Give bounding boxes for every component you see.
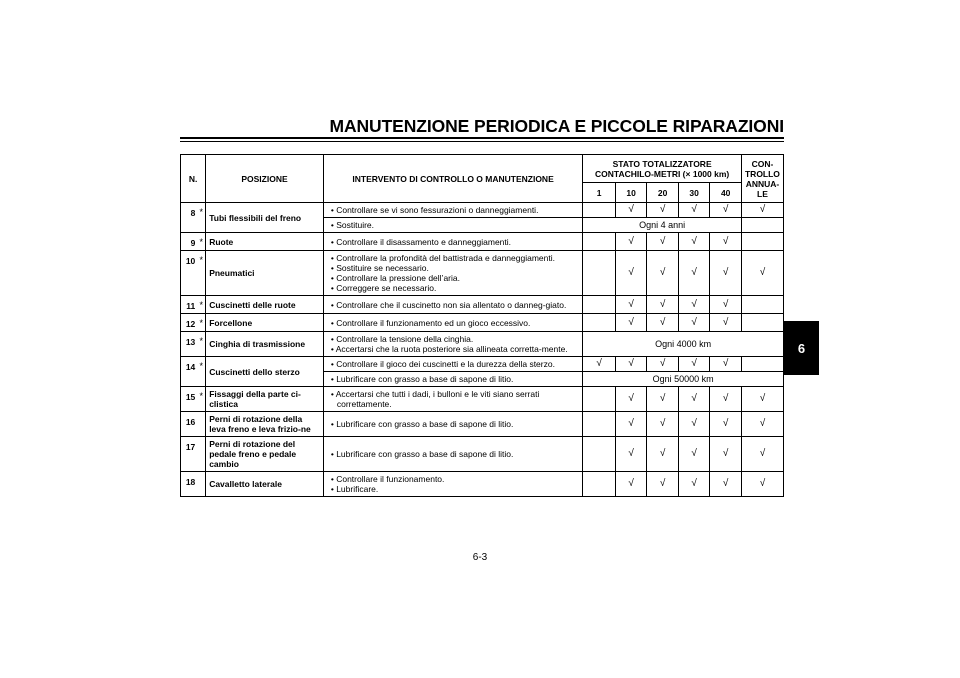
table-row — [181, 387, 784, 412]
bullet-icon: • — [330, 359, 334, 369]
item-number: 10 — [181, 251, 198, 296]
item-star — [197, 437, 205, 472]
check-cell — [678, 357, 710, 372]
bullet-icon: • — [330, 205, 334, 215]
check-cell — [647, 412, 679, 437]
item-position: Cinghia di trasmissione — [206, 332, 324, 357]
check-cell — [647, 233, 679, 251]
check-mark-icon: √ — [722, 393, 729, 404]
item-number: 18 — [181, 472, 198, 497]
action-item — [328, 344, 579, 354]
check-mark-icon: √ — [691, 204, 697, 215]
check-cell — [647, 203, 679, 218]
check-cell — [741, 387, 783, 412]
check-cell — [647, 387, 679, 412]
item-position: Cavalletto laterale — [206, 472, 324, 497]
check-mark-icon: √ — [722, 298, 729, 310]
check-mark-icon: √ — [759, 418, 766, 429]
check-mark-icon: √ — [659, 298, 666, 310]
check-cell — [583, 251, 616, 296]
action-text: Controllare la profondità del battistrada e danneggiamenti. — [336, 253, 555, 263]
table-row — [181, 203, 784, 218]
item-star — [197, 472, 205, 497]
check-mark-icon: √ — [659, 418, 666, 429]
check-mark-icon: √ — [722, 316, 729, 328]
header-km: 10 — [615, 183, 647, 203]
page-number: 6-3 — [472, 552, 488, 563]
item-star: * — [197, 251, 205, 296]
bullet-icon: • — [330, 273, 334, 283]
check-cell — [615, 387, 647, 412]
action-text: Lubrificare con grasso a base di sapone di litio. — [336, 374, 514, 384]
check-cell — [583, 296, 616, 314]
bullet-icon: • — [330, 299, 334, 310]
check-cell — [710, 357, 742, 372]
header-km: 1 — [583, 183, 616, 203]
action-item — [328, 273, 579, 283]
check-cell — [741, 218, 783, 233]
check-mark-icon: √ — [722, 448, 729, 459]
item-star: * — [197, 296, 205, 314]
table-row — [181, 412, 784, 437]
check-cell — [647, 472, 679, 497]
item-position: Ruote — [206, 233, 324, 251]
check-mark-icon: √ — [659, 204, 666, 215]
check-mark-icon: √ — [691, 393, 697, 404]
action-text: Lubrificare. — [336, 484, 379, 494]
check-mark-icon: √ — [691, 267, 697, 278]
action-item — [328, 474, 579, 484]
check-cell — [710, 233, 742, 251]
bullet-icon: • — [330, 236, 334, 247]
action-item — [328, 318, 579, 328]
bullet-icon: • — [330, 283, 334, 293]
header-position: POSIZIONE — [206, 155, 324, 203]
action-item — [328, 220, 579, 230]
action-text: Controllare il funzionamento ed un gioco eccessivo. — [336, 317, 531, 328]
action-item — [328, 283, 579, 293]
check-cell — [678, 203, 710, 218]
title-rule — [180, 137, 784, 139]
check-cell — [678, 437, 710, 472]
item-actions — [323, 372, 582, 387]
check-mark-icon: √ — [659, 448, 666, 459]
check-cell — [710, 203, 742, 218]
check-cell — [583, 412, 616, 437]
check-mark-icon: √ — [722, 478, 729, 489]
table-row — [181, 437, 784, 472]
table-row — [181, 314, 784, 332]
item-position: Cuscinetti delle ruote — [206, 296, 324, 314]
action-text: Controllare la tensione della cinghia. — [336, 334, 474, 344]
check-cell — [710, 412, 742, 437]
check-cell — [583, 357, 616, 372]
check-cell — [710, 251, 742, 296]
action-item — [328, 253, 579, 263]
table-row — [181, 332, 784, 357]
action-text: Controllare se vi sono fessurazioni o danneggiamenti. — [336, 205, 539, 215]
check-mark-icon: √ — [659, 235, 666, 247]
item-actions — [323, 332, 582, 357]
table-body — [181, 203, 784, 497]
header-annual: CON-TROLLO ANNUA-LE — [741, 155, 783, 203]
bullet-icon: • — [330, 389, 334, 399]
item-actions — [323, 296, 582, 314]
check-cell — [741, 233, 783, 251]
item-number: 12 — [181, 314, 198, 332]
action-text: Controllare che il cuscinetto non sia allentato o danneg-giato. — [336, 299, 567, 310]
check-mark-icon: √ — [628, 393, 634, 404]
item-actions — [323, 314, 582, 332]
item-number: 16 — [181, 412, 198, 437]
bullet-icon: • — [330, 344, 334, 354]
bullet-icon: • — [330, 317, 334, 328]
interval-note: Ogni 4000 km — [583, 332, 784, 357]
check-mark-icon: √ — [722, 418, 729, 429]
check-cell — [710, 387, 742, 412]
check-mark-icon: √ — [759, 204, 766, 215]
check-cell — [647, 357, 679, 372]
check-cell — [710, 296, 742, 314]
check-cell — [615, 314, 647, 332]
check-mark-icon: √ — [759, 393, 766, 404]
check-mark-icon: √ — [691, 478, 697, 489]
item-position: Pneumatici — [206, 251, 324, 296]
check-mark-icon: √ — [691, 298, 697, 310]
check-cell — [741, 203, 783, 218]
check-cell — [647, 296, 679, 314]
check-cell — [615, 203, 647, 218]
check-cell — [741, 357, 783, 372]
check-cell — [710, 437, 742, 472]
check-mark-icon: √ — [628, 204, 634, 215]
header-odometer: STATO TOTALIZZATORE CONTACHILO-METRI (× 1000 km) — [583, 155, 742, 183]
item-position: Perni di rotazione della leva freno e leva frizio-ne — [206, 412, 324, 437]
item-number: 13 — [181, 332, 198, 357]
action-item — [328, 374, 579, 384]
header-km: 40 — [710, 183, 742, 203]
action-text: Controllare il disassamento e danneggiamenti. — [336, 236, 512, 247]
item-position: Forcellone — [206, 314, 324, 332]
bullet-icon: • — [330, 253, 334, 263]
action-item — [328, 419, 579, 429]
check-mark-icon: √ — [628, 418, 634, 429]
table-row — [181, 357, 784, 372]
check-mark-icon: √ — [628, 235, 634, 247]
bullet-icon: • — [330, 419, 334, 429]
check-cell — [710, 472, 742, 497]
chapter-number: 6 — [797, 340, 806, 356]
check-mark-icon: √ — [659, 316, 666, 328]
item-actions — [323, 251, 582, 296]
item-actions — [323, 437, 582, 472]
action-text: Controllare la pressione dell’aria. — [336, 273, 460, 283]
bullet-icon: • — [330, 474, 334, 484]
check-cell — [583, 203, 616, 218]
item-number: 17 — [181, 437, 198, 472]
item-position: Cuscinetti dello sterzo — [206, 357, 324, 387]
check-cell — [741, 251, 783, 296]
header-n: N. — [181, 155, 206, 203]
check-mark-icon: √ — [628, 316, 634, 328]
item-star — [197, 412, 205, 437]
check-mark-icon: √ — [659, 393, 666, 404]
check-mark-icon: √ — [691, 316, 697, 328]
check-mark-icon: √ — [596, 358, 602, 369]
check-mark-icon: √ — [628, 358, 634, 369]
action-item — [328, 334, 579, 344]
check-cell — [647, 251, 679, 296]
action-text: Controllare il gioco dei cuscinetti e la durezza della sterzo. — [336, 359, 555, 369]
check-cell — [615, 357, 647, 372]
action-text: Accertarsi che tutti i dadi, i bulloni e le viti siano serrati correttamente. — [335, 389, 540, 409]
check-cell — [741, 314, 783, 332]
table-row — [181, 251, 784, 296]
item-star: * — [197, 203, 205, 233]
check-mark-icon: √ — [691, 448, 697, 459]
item-number: 14 — [181, 357, 198, 387]
check-mark-icon: √ — [659, 267, 666, 278]
item-star: * — [197, 314, 205, 332]
check-cell — [583, 314, 616, 332]
check-mark-icon: √ — [759, 478, 766, 489]
check-cell — [647, 314, 679, 332]
check-cell — [615, 251, 647, 296]
action-text: Accertarsi che la ruota posteriore sia allineata corretta-mente. — [335, 344, 568, 354]
bullet-icon: • — [330, 449, 334, 459]
check-cell — [678, 412, 710, 437]
table-row — [181, 233, 784, 251]
check-mark-icon: √ — [722, 204, 729, 215]
bullet-icon: • — [330, 220, 334, 230]
check-mark-icon: √ — [722, 358, 729, 369]
item-actions — [323, 387, 582, 412]
item-position: Fissaggi della parte ci-clistica — [206, 387, 324, 412]
item-actions — [323, 472, 582, 497]
table-row — [181, 296, 784, 314]
check-cell — [583, 472, 616, 497]
check-cell — [678, 387, 710, 412]
check-cell — [741, 472, 783, 497]
bullet-icon: • — [330, 263, 334, 273]
action-text: Controllare il funzionamento. — [336, 474, 445, 484]
check-mark-icon: √ — [722, 235, 729, 247]
check-cell — [583, 437, 616, 472]
action-text: Lubrificare con grasso a base di sapone di litio. — [336, 449, 514, 459]
item-number: 11 — [181, 296, 198, 314]
check-mark-icon: √ — [691, 358, 697, 369]
check-cell — [678, 296, 710, 314]
check-cell — [678, 251, 710, 296]
item-position: Tubi flessibili del freno — [206, 203, 324, 233]
item-star: * — [197, 332, 205, 357]
check-cell — [710, 314, 742, 332]
check-mark-icon: √ — [691, 418, 697, 429]
page-title: MANUTENZIONE PERIODICA E PICCOLE RIPARAZIONI — [329, 116, 784, 136]
bullet-icon: • — [330, 374, 334, 384]
check-cell — [741, 437, 783, 472]
check-mark-icon: √ — [659, 478, 666, 489]
bullet-icon: • — [330, 334, 334, 344]
check-mark-icon: √ — [628, 298, 634, 310]
item-star: * — [197, 357, 205, 387]
item-actions — [323, 218, 582, 233]
check-cell — [583, 387, 616, 412]
action-text: Lubrificare con grasso a base di sapone di litio. — [336, 419, 514, 429]
check-cell — [678, 472, 710, 497]
check-mark-icon: √ — [628, 267, 634, 278]
check-mark-icon: √ — [628, 448, 634, 459]
check-cell — [678, 314, 710, 332]
check-mark-icon: √ — [628, 478, 634, 489]
check-cell — [615, 296, 647, 314]
check-cell — [615, 233, 647, 251]
check-cell — [615, 412, 647, 437]
item-actions — [323, 233, 582, 251]
check-cell — [678, 233, 710, 251]
check-mark-icon: √ — [722, 267, 729, 278]
item-actions — [323, 203, 582, 218]
check-cell — [583, 233, 616, 251]
action-item — [328, 205, 579, 215]
action-text: Sostituire. — [336, 220, 374, 230]
item-number: 15 — [181, 387, 198, 412]
interval-note: Ogni 50000 km — [583, 372, 784, 387]
action-text: Correggere se necessario. — [336, 283, 437, 293]
chapter-tab — [784, 321, 819, 375]
check-cell — [741, 412, 783, 437]
title-rule — [180, 141, 784, 142]
item-position: Perni di rotazione del pedale freno e pedale cambio — [206, 437, 324, 472]
action-item — [328, 237, 579, 247]
header-action: INTERVENTO DI CONTROLLO O MANUTENZIONE — [323, 155, 582, 203]
header-km: 20 — [647, 183, 679, 203]
action-text: Sostituire se necessario. — [336, 263, 429, 273]
interval-note: Ogni 4 anni — [583, 218, 742, 233]
bullet-icon: • — [330, 484, 334, 494]
check-mark-icon: √ — [691, 235, 697, 247]
check-mark-icon: √ — [659, 358, 666, 369]
action-item — [328, 300, 579, 310]
item-star: * — [197, 387, 205, 412]
check-mark-icon: √ — [759, 267, 766, 278]
maintenance-table — [180, 154, 784, 497]
check-mark-icon: √ — [759, 448, 766, 459]
item-actions — [323, 412, 582, 437]
item-star: * — [197, 233, 205, 251]
action-item — [328, 389, 579, 409]
item-actions — [323, 357, 582, 372]
item-number: 8 — [181, 203, 198, 233]
action-item — [328, 263, 579, 273]
check-cell — [647, 437, 679, 472]
item-number: 9 — [181, 233, 198, 251]
check-cell — [615, 472, 647, 497]
check-cell — [615, 437, 647, 472]
check-cell — [741, 296, 783, 314]
action-item — [328, 359, 579, 369]
action-item — [328, 484, 579, 494]
action-item — [328, 449, 579, 459]
header-km: 30 — [678, 183, 710, 203]
table-row — [181, 472, 784, 497]
